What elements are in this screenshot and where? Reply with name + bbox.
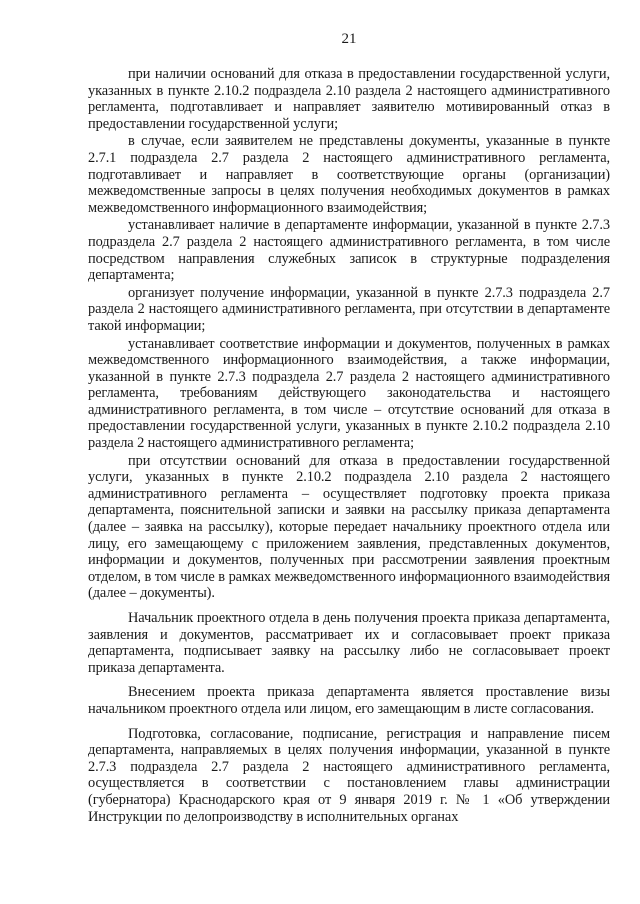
paragraph: организует получение информации, указанной в пункте 2.7.3 подраздела 2.7 раздела 2 настоящего административного регламента, при отсутствии в департаменте такой информации; [88, 284, 610, 334]
paragraph: при отсутствии оснований для отказа в предоставлении государственной услуги, указанных в пункте 2.10.2 подраздела 2.10 раздела 2 настоящего административного регламента – осуществляет подготовку проекта приказа департамента, пояснительной записки и заявки на рассылку приказа департамента (далее – заявка на рассылку), которые передает начальнику проектного отдела или лицу, его замещающему с приложением заявления, представленных документов, информации и документов, полученных при рассмотрении заявления проектным отделом, в том числе в рамках межведомственного информационного взаимодействия (далее – документы). [88, 452, 610, 602]
paragraph: Подготовка, согласование, подписание, регистрация и направление писем департамента, направляемых в целях получения информации, указанной в пункте 2.7.3 подраздела 2.7 раздела 2 настоящего административного регламента, осуществляется в соответствии с постановлением главы администрации (губернатора) Краснодарского края от 9 января 2019 г. № 1 «Об утверждении Инструкции по делопроизводству в исполнительных органах [88, 725, 610, 825]
paragraph: Внесением проекта приказа департамента является проставление визы начальником проектного отдела или лицом, его замещающим в листе согласования. [88, 684, 610, 717]
paragraph: устанавливает соответствие информации и документов, полученных в рамках межведомственного информационного взаимодействия, а также информации, указанной в пункте 2.7.3 подраздела 2.7 раздела 2 настоящего административного регламента, требованиям действующего законодательства и настоящего административного регламента, в том числе – отсутствие оснований для отказа в предоставлении государственной услуги, указанных в пункте 2.10.2 подраздела 2.10 раздела 2 настоящего административного регламента; [88, 335, 610, 452]
document-body [88, 66, 610, 825]
paragraph: Начальник проектного отдела в день получения проекта приказа департамента, заявления и документов, рассматривает их и согласовывает проект приказа департамента, подписывает заявку на рассылку либо не согласовывает проект приказа департамента. [88, 610, 610, 676]
page-number: 21 [341, 31, 357, 47]
paragraph: в случае, если заявителем не представлены документы, указанные в пункте 2.7.1 подраздела 2.7 раздела 2 настоящего административного регламента, подготавливает и направляет в соответствующие органы (организации) межведомственные запросы в целях получения необходимых документов в рамках межведомственного информационного взаимодействия; [88, 133, 610, 216]
paragraph: при наличии оснований для отказа в предоставлении государственной услуги, указанных в пункте 2.10.2 подраздела 2.10 раздела 2 настоящего административного регламента, подготавливает и направляет заявителю мотивированный отказ в предоставлении государственной услуги; [88, 66, 610, 132]
paragraph: устанавливает наличие в департаменте информации, указанной в пункте 2.7.3 подраздела 2.7 раздела 2 настоящего административного регламента, в том числе посредством направления служебных записок в структурные подразделения департамента; [88, 217, 610, 284]
